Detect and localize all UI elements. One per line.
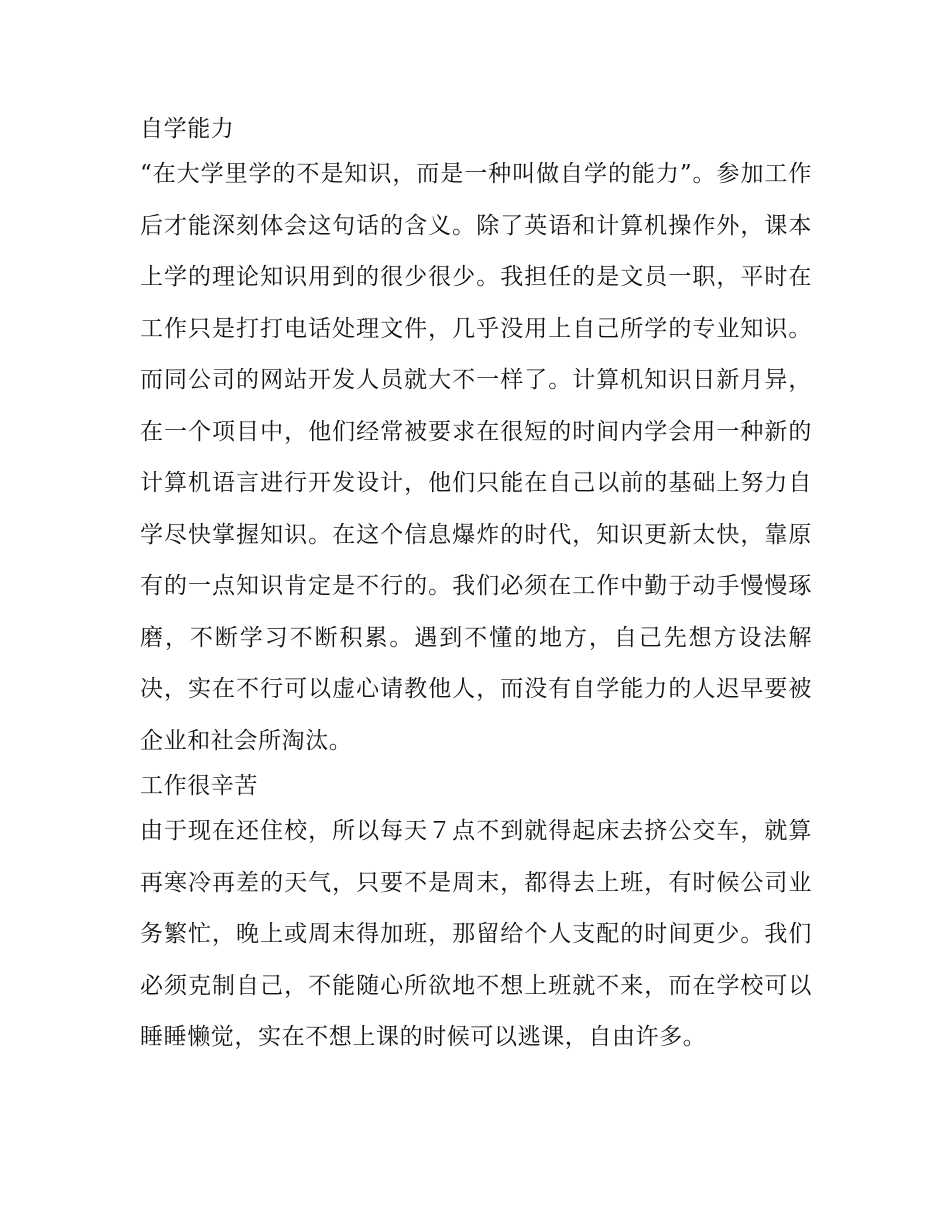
paragraph-hard-work: 由于现在还住校，所以每天７点不到就得起床去挤公交车，就算再寒冷再差的天气，只要不是周末，都得去上班，有时候公司业务繁忙，晚上或周末得加班，那留给个人支配的时间更少。我们必须克制自己，不能随心所欲地不想上班就不来，而在学校可以睡睡懒觉，实在不想上课的时候可以逃课，自由许多。	[140, 818, 812, 1050]
section-heading-hard-work: 工作很辛苦	[140, 773, 258, 799]
document-content	[140, 110, 812, 1064]
paragraph-self-study: “在大学里学的不是知识，而是一种叫做自学的能力”。参加工作后才能深刻体会这句话的含义。除了英语和计算机操作外，课本上学的理论知识用到的很少很少。我担任的是文员一职，平时在工作只是打打电话处理文件，几乎没用上自己所学的专业知识。而同公司的网站开发人员就大不一样了。计算机知识日新月异，在一个项目中，他们经常被要求在很短的时间内学会用一种新的计算机语言进行开发设计，他们只能在自己以前的基础上努力自学尽快掌握知识。在这个信息爆炸的时代，知识更新太快，靠原有的一点知识肯定是不行的。我们必须在工作中勤于动手慢慢琢磨，不断学习不断积累。遇到不懂的地方，自己先想方设法解决，实在不行可以虚心请教他人，而没有自学能力的人迟早要被企业和社会所淘汰。	[140, 161, 812, 754]
section-heading-self-study: 自学能力	[140, 116, 235, 142]
